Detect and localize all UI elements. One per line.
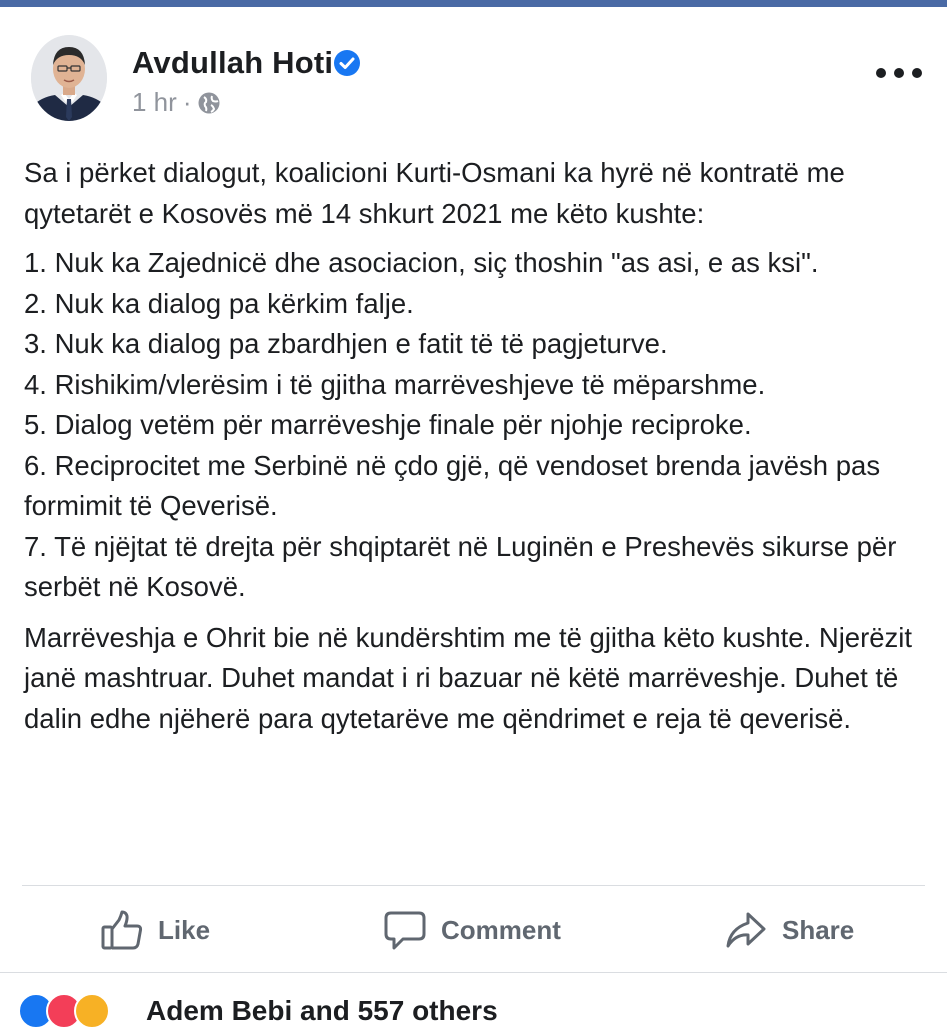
more-options-icon[interactable] — [876, 59, 922, 87]
avatar-photo — [31, 35, 107, 121]
more-dot — [894, 68, 904, 78]
more-dot — [876, 68, 886, 78]
condition-item: 7. Të njëjtat të drejta për shqiptarët në Luginën e Preshevës sikurse për serbët në Kosovë. — [24, 530, 897, 602]
post-meta — [132, 87, 221, 118]
reaction-icons[interactable] — [18, 993, 102, 1029]
post-timestamp[interactable]: 1 hr — [132, 87, 177, 117]
conditions-list — [24, 243, 929, 608]
like-button[interactable] — [100, 908, 210, 952]
comment-bubble-icon — [383, 908, 427, 952]
thumbs-up-icon — [100, 908, 144, 952]
reactions-summary[interactable]: Adem Bebi and 557 others — [146, 995, 498, 1026]
condition-item: 6. Reciprocitet me Serbinë në çdo gjë, që vendoset brenda javësh pas formimit të Qeverisë. — [24, 449, 881, 521]
condition-item: 4. Rishikim/vlerësim i të gjitha marrëveshjeve të mëparshme. — [24, 368, 766, 400]
globe-icon — [197, 91, 221, 115]
comment-label: Comment — [441, 914, 561, 945]
share-arrow-icon — [724, 908, 768, 952]
author-name[interactable]: Avdullah Hoti — [132, 45, 334, 80]
top-bar — [0, 0, 947, 7]
condition-item: 2. Nuk ka dialog pa kërkim falje. — [24, 287, 414, 319]
comment-button[interactable] — [383, 908, 561, 952]
post-actions — [0, 886, 947, 972]
more-dot — [912, 68, 922, 78]
condition-item: 5. Dialog vetëm për marrëveshje finale për njohje reciproke. — [24, 409, 752, 440]
reactions-bar — [0, 972, 947, 1026]
post-text — [24, 153, 929, 739]
share-label: Share — [782, 914, 855, 945]
post-intro: Sa i përket dialogut, koalicioni Kurti-Osmani ka hyrë në kontratë me qytetarët e Kosovës më 14 shkurt 2021 me këto kushte: — [24, 157, 845, 229]
facebook-post — [0, 7, 947, 1026]
condition-item: 3. Nuk ka dialog pa zbardhjen e fatit të të pagjeturve. — [24, 328, 668, 359]
author-avatar[interactable] — [31, 35, 107, 121]
verified-badge-icon — [333, 49, 361, 77]
post-conclusion: Marrëveshja e Ohrit bie në kundërshtim me të gjitha këto kushte. Njerëzit janë mashtruar. Duhet mandat i ri bazuar në këtë marrëveshje. Duhet të dalin edhe njëherë para qytetarëve me qëndrimet e reja të qeverisë. — [24, 621, 913, 734]
haha-reaction-icon — [74, 993, 110, 1029]
condition-item: 1. Nuk ka Zajednicë dhe asociacion, siç thoshin "as asi, e as ksi". — [24, 247, 819, 278]
share-button[interactable] — [724, 908, 854, 952]
meta-separator: · — [182, 87, 192, 117]
like-label: Like — [158, 914, 211, 945]
